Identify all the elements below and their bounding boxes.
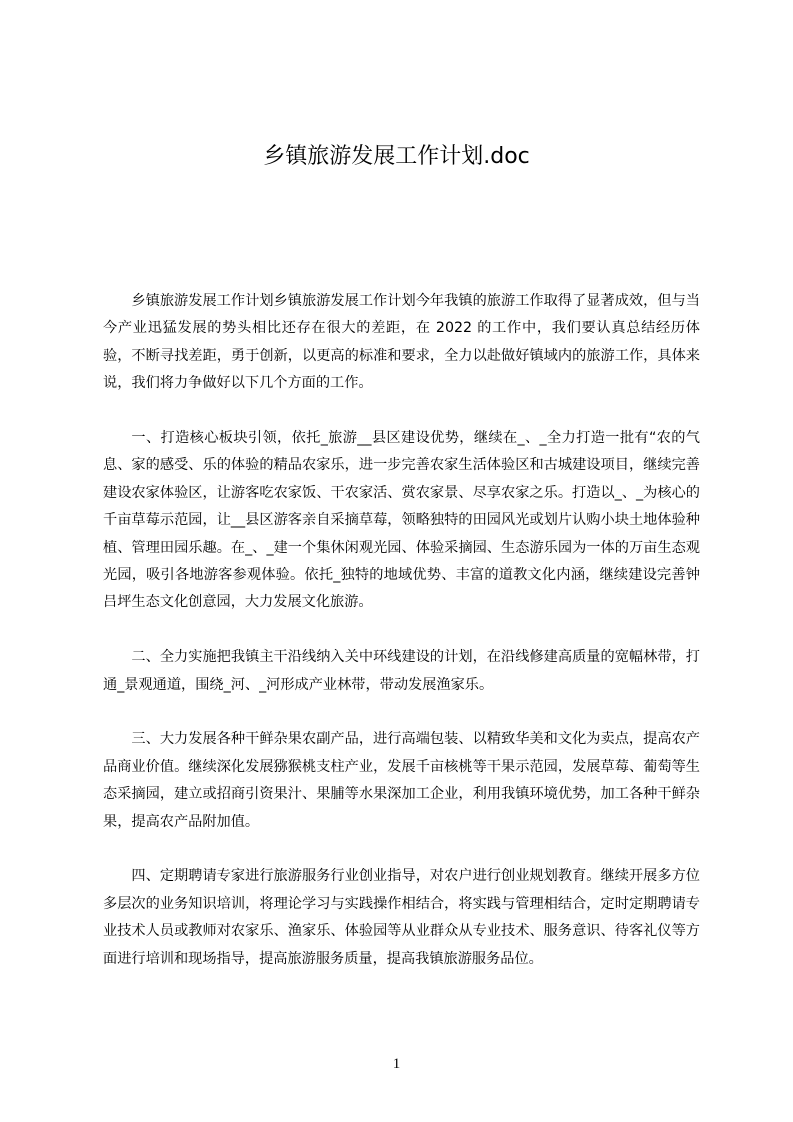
paragraph-section-4: 四、定期聘请专家进行旅游服务行业创业指导，对农户进行创业规划教育。继续开展多方位多层次的业务知识培训，将理论学习与实践操作相结合，将实践与管理相结合，定时定期聘请专业技术人员或教师对农家乐、渔家乐、体验园等从业群众从专业技术、服务意识、待客礼仪等方面进行培训和现场指导，提高旅游服务质量，提高我镇旅游服务品位。 — [103, 868, 700, 967]
document-body — [103, 288, 700, 1000]
paragraph-section-1: 一、打造核心板块引领，依托_旅游__县区建设优势，继续在_、_全力打造一批有“农的气息、家的感受、乐的体验的精品农家乐，进一步完善农家生活体验区和古城建设项目，继续完善建设农家体验区，让游客吃农家饭、干农家活、赏农家景、尽享农家之乐。打造以_、_为核心的千亩草莓示范园，让__县区游客亲自采摘草莓，领略独特的田园风光或划片认购小块土地体验种植、管理田园乐趣。在_、_建一个集休闲观光园、体验采摘园、生态游乐园为一体的万亩生态观光园，吸引各地游客参观体验。依托_独特的地域优势、丰富的道教文化内涵，继续建设完善钟吕坪生态文化创意园，大力发展文化旅游。 — [103, 430, 700, 611]
paragraph-section-3: 三、大力发展各种干鲜杂果农副产品，进行高端包装、以精致华美和文化为卖点，提高农产品商业价值。继续深化发展猕猴桃支柱产业，发展千亩核桃等干果示范园，发展草莓、葡萄等生态采摘园，建立或招商引资果汁、果脯等水果深加工企业，利用我镇环境优势，加工各种干鲜杂果，提高农产品附加值。 — [103, 731, 700, 830]
paragraph-intro: 乡镇旅游发展工作计划乡镇旅游发展工作计划今年我镇的旅游工作取得了显著成效，但与当今产业迅猛发展的势头相比还存在很大的差距，在 2022 的工作中，我们要认真总结经历体验，不断寻找差距，勇于创新，以更高的标准和要求，全力以赴做好镇域内的旅游工作，具体来说，我们将力争做好以下几个方面的工作。 — [103, 293, 700, 392]
paragraph-section-2: 二、全力实施把我镇主干沿线纳入关中环线建设的计划，在沿线修建高质量的宽幅林带，打通_景观通道，围绕_河、_河形成产业林带，带动发展渔家乐。 — [103, 649, 700, 693]
document-title: 乡镇旅游发展工作计划.doc — [263, 144, 530, 169]
page-number: 1 — [392, 1056, 401, 1072]
